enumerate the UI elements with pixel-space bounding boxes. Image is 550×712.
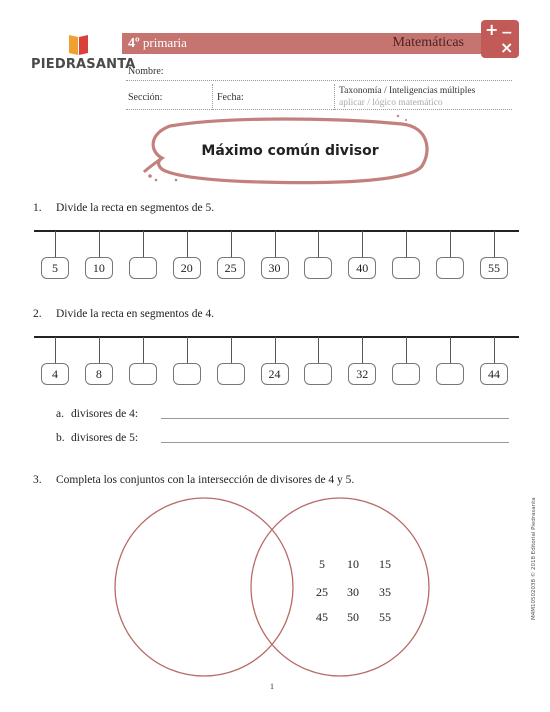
number-line-tick xyxy=(406,337,407,363)
number-line-tick xyxy=(55,337,56,363)
number-box[interactable]: 10 xyxy=(85,257,113,279)
number-box[interactable]: 5 xyxy=(41,257,69,279)
grade-label xyxy=(128,35,187,52)
number-line-tick xyxy=(55,231,56,257)
question-3-text: Completa los conjuntos con la intersección de divisores de 4 y 5. xyxy=(56,474,355,486)
question-2-text: Divide la recta en segmentos de 4. xyxy=(56,308,215,320)
sub-question-letter: a. xyxy=(56,408,64,420)
divisors-of-5-answer-line[interactable] xyxy=(161,442,509,443)
number-line-tick xyxy=(143,337,144,363)
logo-text: PIEDRASANTA xyxy=(31,57,136,72)
number-box[interactable]: 24 xyxy=(261,363,289,385)
number-line-tick xyxy=(99,231,100,257)
number-box[interactable] xyxy=(129,257,157,279)
venn-number[interactable]: 55 xyxy=(379,610,391,624)
venn-number[interactable]: 30 xyxy=(347,585,359,599)
divisors-of-4-label: divisores de 4: xyxy=(71,408,139,420)
number-line-tick xyxy=(99,337,100,363)
number-box[interactable]: 44 xyxy=(480,363,508,385)
page-title: Máximo común divisor xyxy=(201,143,379,159)
section-label: Sección: xyxy=(128,92,163,103)
venn-number[interactable]: 5 xyxy=(319,557,325,571)
number-box[interactable]: 32 xyxy=(348,363,376,385)
number-line-tick xyxy=(450,231,451,257)
number-box[interactable] xyxy=(217,363,245,385)
number-line-tick xyxy=(450,337,451,363)
venn-number[interactable]: 25 xyxy=(316,585,328,599)
sub-question-letter: b. xyxy=(56,432,65,444)
section-field[interactable] xyxy=(126,109,512,110)
number-box[interactable]: 55 xyxy=(480,257,508,279)
number-line-tick xyxy=(494,337,495,363)
question-number: 3. xyxy=(33,474,42,486)
minus-icon: − xyxy=(501,25,513,41)
number-box[interactable]: 30 xyxy=(261,257,289,279)
question-number: 2. xyxy=(33,308,42,320)
number-line-tick xyxy=(494,231,495,257)
venn-number[interactable]: 35 xyxy=(379,585,391,599)
date-label: Fecha: xyxy=(217,92,244,103)
number-line-tick xyxy=(143,231,144,257)
number-line-tick xyxy=(187,337,188,363)
venn-number[interactable]: 50 xyxy=(347,610,359,624)
venn-set-right xyxy=(251,498,429,676)
number-box[interactable]: 4 xyxy=(41,363,69,385)
number-box[interactable] xyxy=(392,257,420,279)
venn-number[interactable]: 10 xyxy=(347,557,359,571)
number-line-tick xyxy=(187,231,188,257)
number-box[interactable]: 25 xyxy=(217,257,245,279)
taxonomy-value: aplicar / lógico matemático xyxy=(339,98,443,108)
number-box[interactable]: 40 xyxy=(348,257,376,279)
grade-level: primaria xyxy=(142,35,187,50)
number-line-tick xyxy=(231,337,232,363)
page-number: 1 xyxy=(270,682,274,691)
plus-icon: + xyxy=(485,20,499,39)
question-1-text: Divide la recta en segmentos de 5. xyxy=(56,202,215,214)
grade-number: 4º xyxy=(128,36,140,51)
subject-label: Matemáticas xyxy=(392,35,464,50)
number-line-tick xyxy=(275,231,276,257)
taxonomy-label: Taxonomía / Inteligencias múltiples xyxy=(339,86,476,96)
venn-number[interactable]: 45 xyxy=(316,610,328,624)
book-logo-icon xyxy=(66,33,92,57)
field-divider xyxy=(212,84,213,110)
number-line-tick xyxy=(318,231,319,257)
venn-set-left xyxy=(115,498,293,676)
number-box[interactable] xyxy=(304,257,332,279)
grade-banner xyxy=(122,33,494,54)
number-box[interactable] xyxy=(436,257,464,279)
math-operations-icon xyxy=(481,20,519,58)
number-box[interactable]: 8 xyxy=(85,363,113,385)
number-line-tick xyxy=(406,231,407,257)
number-box[interactable] xyxy=(173,363,201,385)
divisors-of-4-answer-line[interactable] xyxy=(161,418,509,419)
number-line-tick xyxy=(362,337,363,363)
name-label: Nombre: xyxy=(128,66,164,77)
number-box[interactable] xyxy=(392,363,420,385)
number-line-1 xyxy=(34,230,519,232)
field-divider xyxy=(334,84,335,110)
number-line-tick xyxy=(318,337,319,363)
number-line-tick xyxy=(231,231,232,257)
number-box[interactable]: 20 xyxy=(173,257,201,279)
number-box[interactable] xyxy=(436,363,464,385)
number-line-2 xyxy=(34,336,519,338)
number-box[interactable] xyxy=(129,363,157,385)
name-field[interactable] xyxy=(126,80,512,81)
venn-number[interactable]: 15 xyxy=(379,557,391,571)
copyright-side-text: M4M10502038 © 2018 Editorial Piedrasanta xyxy=(531,497,537,620)
question-number: 1. xyxy=(33,202,42,214)
number-line-tick xyxy=(362,231,363,257)
times-icon: × xyxy=(500,38,514,57)
divisors-of-5-label: divisores de 5: xyxy=(71,432,139,444)
number-line-tick xyxy=(275,337,276,363)
number-box[interactable] xyxy=(304,363,332,385)
